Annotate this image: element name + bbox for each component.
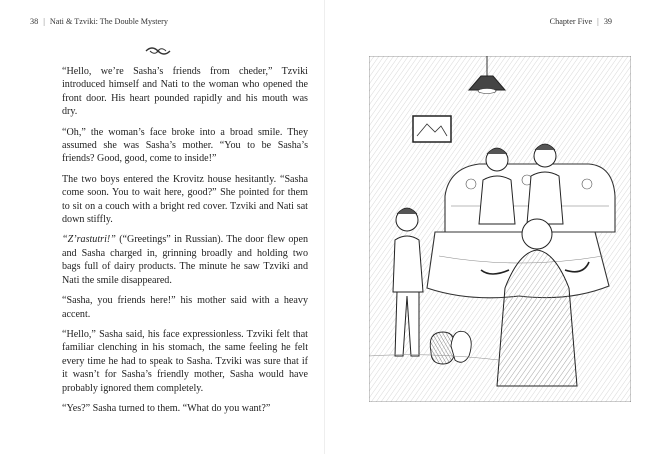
chapter-label: Chapter Five <box>549 17 593 26</box>
paragraph-4-text: (“Greetings” in Russian). The door flew open and Sasha charged in, grinning broadly and holding two bags full of dairy products. The minute he saw Tzviki and Nati the smile disappeared. <box>62 234 308 286</box>
chapter-body-text <box>62 65 308 422</box>
left-page-number: 38 <box>30 17 39 26</box>
paragraph-2: “Oh,” the woman’s face broke into a broad smile. They assumed she was Sasha’s mother. “You to be Sasha’s friends? Good, good, come to inside!” <box>62 126 308 165</box>
paragraph-5: “Sasha, you friends here!” his mother said with a heavy accent. <box>62 295 308 320</box>
right-page-number: 39 <box>603 17 612 26</box>
grocery-bag <box>451 331 471 362</box>
paragraph-4 <box>62 233 308 287</box>
right-header-separator: | <box>597 17 599 26</box>
paragraph-6: “Hello,” Sasha said, his face expressionless. Tzviki felt that familiar clenching in his stomach, the same feeling he felt every time he had to speak to Sasha. Tzviki was sure that if it wasn’t for Sasha’s friendly mother, Sasha would have probably ignored them completely. <box>62 328 308 394</box>
paragraph-1: “Hello, we’re Sasha’s friends from cheder,” Tzviki introduced himself and Nati to the woman who opened the front door. His heart pounded rapidly and his mouth was dry. <box>62 66 308 118</box>
russian-greeting: “Z’rastutri!” <box>62 234 116 246</box>
boy-tzviki-body <box>479 176 515 224</box>
paragraph-7: “Yes?” Sasha turned to them. “What do you want?” <box>62 402 271 414</box>
pencil-sketch-illustration-icon <box>369 56 631 402</box>
left-running-header <box>30 17 168 26</box>
boy-nati-body <box>527 172 563 224</box>
left-header-separator: | <box>43 17 45 26</box>
mother-head <box>522 219 552 249</box>
paragraph-3: The two boys entered the Krovitz house hesitantly. “Sasha come soon. You to wait here, good?” She pointed for them to sit on a couch with a bright red cover. Tzviki and Nati sat down stiffly. <box>62 173 308 226</box>
boy-sasha-body <box>393 236 423 292</box>
book-title: Nati & Tzviki: The Double Mystery <box>49 17 168 26</box>
fleuron-ornament-icon <box>144 45 172 57</box>
right-page <box>325 0 650 454</box>
right-running-header <box>550 17 612 26</box>
